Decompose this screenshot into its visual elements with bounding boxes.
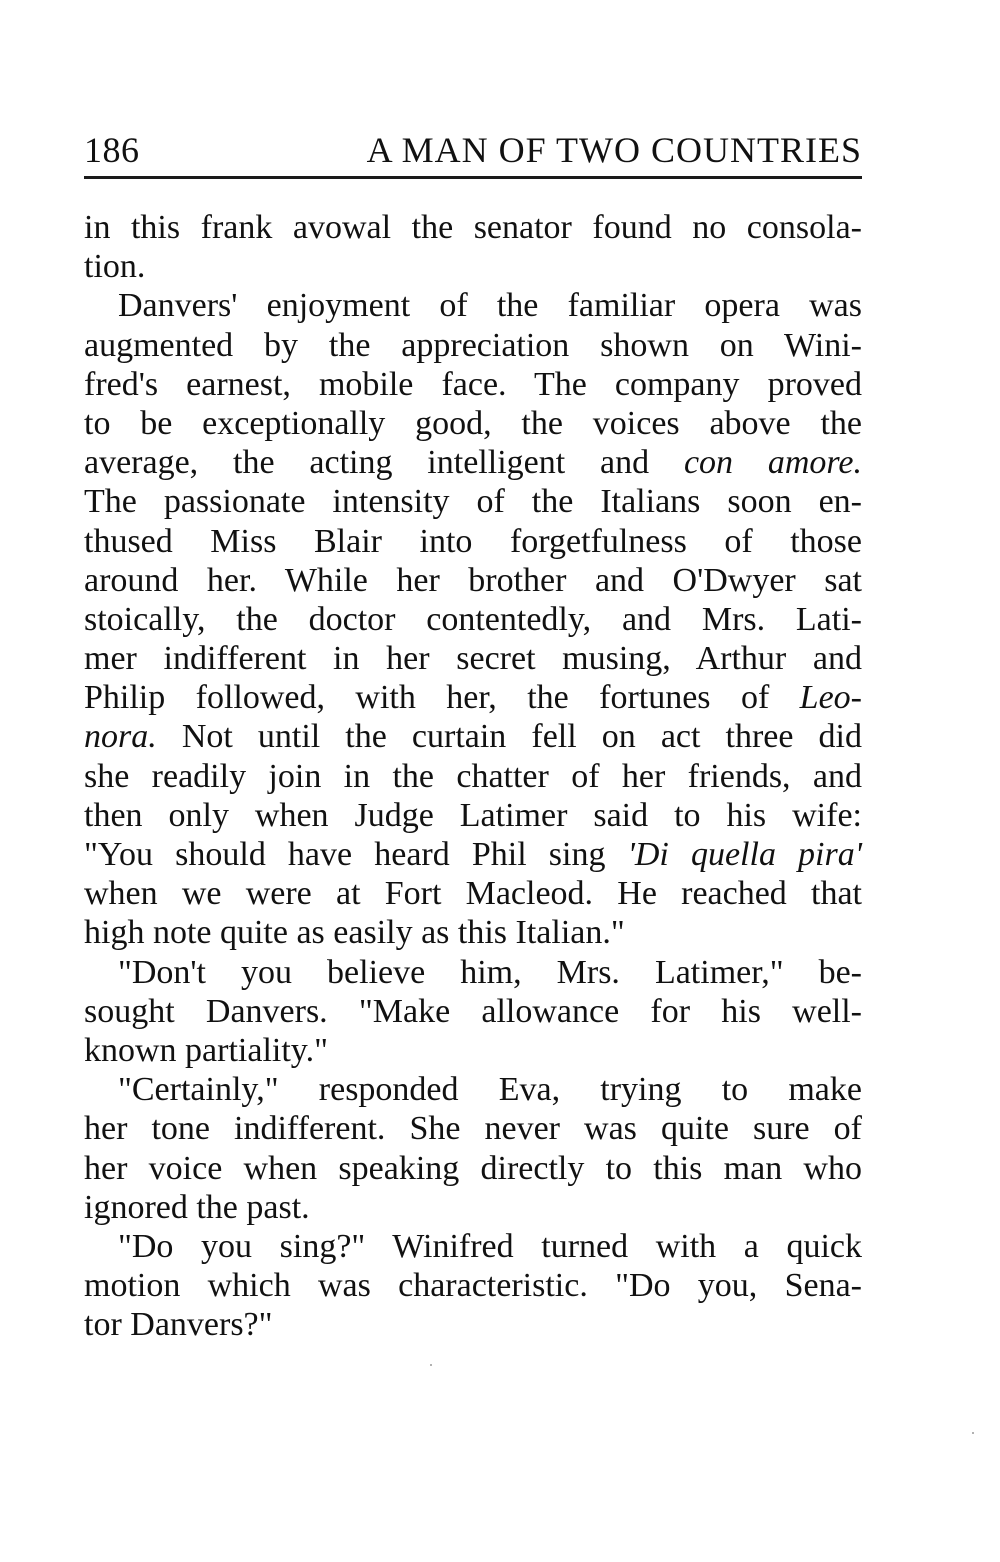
italic-phrase: Leo- — [799, 679, 862, 717]
text-line: her voice when speaking directly to this man who — [84, 1149, 862, 1187]
text-line: fred's earnest, mobile face. The company proved — [84, 365, 862, 403]
text-line: "You should have heard Phil sing 'Di quella pira' — [84, 836, 863, 873]
text-line: when we were at Fort Macleod. He reached that — [84, 875, 862, 913]
header-rule — [84, 176, 862, 179]
text-line: mer indifferent in her secret musing, Arthur and — [84, 640, 862, 678]
text-line: known partiality." — [84, 1031, 328, 1069]
text-line: in this frank avowal the senator found no consola- — [84, 209, 862, 246]
text-line: nora. Not until the curtain fell on act three did — [84, 718, 862, 756]
text-line: high note quite as easily as this Italian." — [84, 914, 625, 952]
text-line: augmented by the appreciation shown on Wini- — [84, 326, 862, 364]
text-line: she readily join in the chatter of her friends, and — [84, 757, 862, 795]
text-line: tor Danvers?" — [84, 1306, 273, 1344]
text-line: "Do you sing?" Winifred turned with a quick — [118, 1227, 862, 1265]
running-head — [84, 128, 862, 176]
text-line: The passionate intensity of the Italians soon en- — [84, 483, 862, 521]
paper-speck — [972, 1432, 974, 1434]
paper-speck — [430, 1364, 432, 1366]
text-line: sought Danvers. "Make allowance for his well- — [84, 992, 862, 1030]
text-line: thused Miss Blair into forgetfulness of those — [84, 522, 862, 560]
running-title: A MAN OF TWO COUNTRIES — [366, 130, 862, 170]
page-number: 186 — [84, 130, 140, 170]
text-line: around her. While her brother and O'Dwyer sat — [84, 561, 862, 599]
text-line: "Don't you believe him, Mrs. Latimer," be- — [118, 953, 862, 991]
text-line: average, the acting intelligent and con amore. — [84, 444, 862, 482]
text-line: then only when Judge Latimer said to his wife: — [84, 796, 862, 834]
text-line: Philip followed, with her, the fortunes of Leo- — [84, 679, 862, 717]
body-text — [84, 208, 862, 1344]
italic-phrase: nora. — [84, 718, 157, 756]
text-line: Danvers' enjoyment of the familiar opera was — [118, 287, 862, 325]
text-line: her tone indifferent. She never was quite sure of — [84, 1110, 862, 1148]
text-line: "Certainly," responded Eva, trying to make — [118, 1071, 862, 1109]
italic-phrase: con amore. — [683, 444, 862, 482]
text-line: ignored the past. — [84, 1188, 310, 1226]
text-line: tion. — [84, 248, 146, 286]
italic-phrase: 'Di quella pira' — [627, 836, 863, 873]
text-line: stoically, the doctor contentedly, and Mrs. Lati- — [84, 600, 862, 638]
text-line: to be exceptionally good, the voices above the — [84, 404, 862, 442]
text-line: motion which was characteristic. "Do you, Sena- — [84, 1267, 862, 1305]
